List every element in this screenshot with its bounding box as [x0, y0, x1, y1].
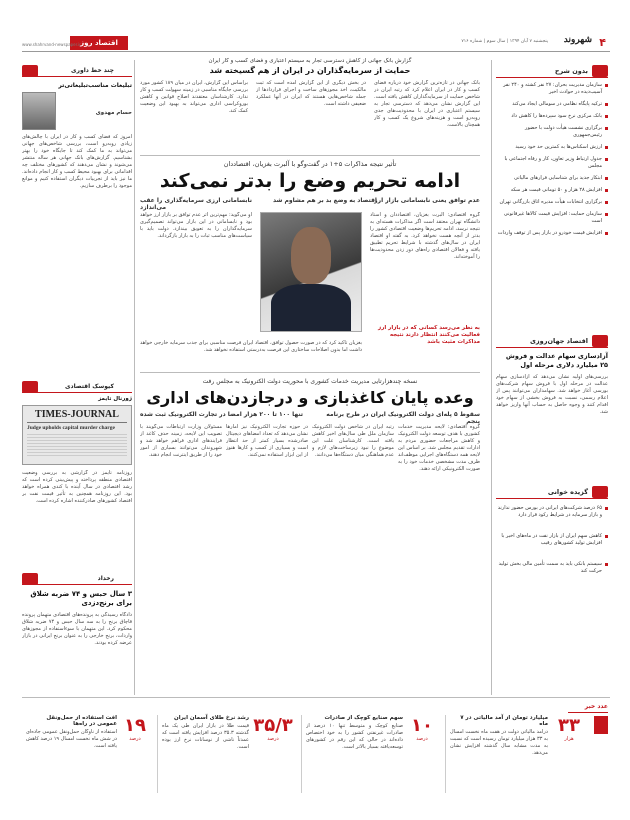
kiosk-subtitle: ژورنال تایمز — [98, 396, 132, 402]
second-body-4: مسئولان وزارت ارتباطات می‌گویند با تصویب این لایحه، زمینه حذف کاغذ از فرایندهای اداری فراهم خواهد شد و شهروندان می‌توانند بسیاری از امور خود را از طریق اینترنت انجام دهند. — [140, 424, 222, 458]
cell-number: ۱۰ — [411, 715, 433, 736]
portrait-figure-head — [291, 227, 331, 284]
list-item[interactable]: برگزاری نشست هیأت دولت با حضور رئیس‌جمهوری — [496, 125, 608, 139]
cell-unit: درصد — [267, 736, 279, 742]
bookmark-icon — [592, 486, 608, 498]
cell-body: قیمت طلا در بازار ایران طی یک ماه گذشته ۳۵.۳ درصد افزایش یافته است که عمدتاً ناشی از نوسانات نرخ ارز بوده است. — [162, 723, 249, 750]
number-cell — [301, 715, 441, 793]
lead-quote: به نظر می‌رسد کسانی که در بازار ارز فعالیت می‌کنند انتظار دارند نتیجه مذاکرات مثبت باشد — [378, 325, 480, 345]
opinion-body: امروز که فضای کسب و کار در ایران با چالش‌های زیادی روبه‌رو است، بررسی شاخص‌های جهانی می‌تواند به ما کمک کند تا جایگاه خود را بهتر بشناسیم. گزارش‌های بانک جهانی هر ساله منتشر می‌شوند و نشان می‌دهند که کشورهای مختلف چه اقداماتی برای بهبود محیط کسب و کار انجام داده‌اند. ما نیز باید از تجربیات دیگران استفاده کنیم و موانع موجود را برطرف سازیم. — [22, 134, 132, 189]
top-story-body-right: بانک جهانی در تازه‌ترین گزارش خود درباره فضای کسب و کار در ایران اعلام کرد که رتبه ایران در شاخص حمایت از سرمایه‌گذاران کاهش یافته است. این گزارش نشان می‌دهد که دسترسی تجار به سیستم اعتباری در ایران با محدودیت‌های جدی روبه‌رو است و هزینه‌های شروع یک کسب و کار همچنان بالاست. — [374, 80, 480, 128]
list-item[interactable]: ۶۵ درصد شرکت‌های ایرانی در بورس حضور ندارند و بازار سرمایه در شرایط رکود قرار دارد — [496, 505, 608, 519]
clipping-masthead: TIMES-JOURNAL — [35, 409, 119, 420]
number-cell — [445, 715, 590, 793]
number-news-heading: عدد خبر — [568, 700, 608, 713]
newspaper-clipping — [22, 405, 132, 465]
site-url[interactable]: www.shahrvand-newspaper.ir — [22, 42, 81, 47]
cell-title: میلیارد تومان از آمد مالیاتی در ۷ ماه — [460, 715, 548, 727]
second-sub-1: سقوط ۵ پله‌ای دولت الکترونیک ایران در طرح برنامه پنجم — [326, 411, 480, 425]
cell-title: رشد نرخ طلای آسمان ایران — [174, 715, 249, 721]
lead-sub-2: اقتصاد به وضع بد بر هم مشاوم شد — [273, 197, 377, 204]
cell-number: ۳۵/۳ — [253, 715, 293, 736]
list-item[interactable]: افزایش ۲۸ هزار و ۵۰ تومانی قیمت هر سکه — [496, 187, 608, 194]
lead-kicker: تأثیر نتیجه مذاکرات ۵+۱ در گفت‌وگو با آلبرت بغزیان، اقتصاددان — [223, 160, 397, 168]
kiosk-body: روزنامه تایمز در گزارشی به بررسی وضعیت اقتصادی منطقه پرداخته و پیش‌بینی کرده است که رشد اقتصادی در سال آینده با کندی همراه خواهد بود. این روزنامه همچنین به تأثیر قیمت نفت بر اقتصاد کشورهای صادرکننده اشاره کرده است. — [22, 470, 132, 504]
globe-icon — [592, 335, 608, 347]
clipping-text-lines — [27, 434, 127, 456]
cell-title: سهم صنایع کوچک از صادرات — [324, 715, 403, 721]
list-item[interactable]: ارزش اسکناس‌ها به کمترین حد خود رسید — [496, 144, 608, 151]
lead-body-3: بغزیان تأکید کرد که در صورت حصول توافق، اقتصاد ایران فرصت مناسبی برای جذب سرمایه خارجی خواهد داشت اما بدون اصلاحات ساختاری این فرصت به‌درستی استفاده نخواهد شد. — [140, 340, 362, 353]
number-cell — [22, 715, 153, 793]
briefs-list — [496, 82, 608, 242]
select-list — [496, 505, 608, 589]
clipping-headline: Judge upholds capital murder charge — [27, 425, 115, 431]
cell-unit: درصد — [129, 736, 141, 742]
top-story-kicker: گزارش بانک جهانی از کاهش دسترسی تجار به سیستم اعتباری و فضای کسب و کار ایران — [208, 58, 412, 64]
second-headline: وعده پایان کاغذبازی و درجازدن‌های اداری — [146, 388, 474, 407]
pen-icon — [22, 65, 38, 77]
events-headline: ۳ سال حبس و ۷۴ ضربه شلاق برای برنج‌دزدی — [30, 590, 132, 607]
second-sub-2: تنها ۱۰۰ تا ۲۰۰ هزار امضا در تجارت الکترونیک ثبت شده — [140, 411, 304, 418]
newspaper-icon — [22, 381, 38, 393]
cell-unit: هزار — [564, 736, 574, 742]
divider — [140, 155, 480, 156]
list-item[interactable]: بانک مرکزی نرخ سود سپرده‌ها را کاهش داد — [496, 113, 608, 120]
badge-icon — [594, 716, 608, 734]
gavel-icon — [22, 573, 38, 585]
list-item[interactable]: سازمان حمایت: افزایش قیمت کالاها غیرقانونی است — [496, 211, 608, 225]
opinion-subtitle: تبلیغات مناسب‌تبلیغاتی‌تر — [58, 82, 132, 89]
issue-meta: پنجشنبه ۷ آبان ۱۳۹۴ | سال سوم | شماره ۷۱۶ — [461, 39, 548, 44]
lead-headline: ادامه تحریم وضع را بدتر نمی‌کند — [159, 170, 461, 192]
lead-body-2: او می‌گوید: مهم‌ترین اثر عدم توافق بر بازار ارز خواهد بود و نابسامانی در این بازار می‌تواند تصمیم‌گیری سرمایه‌گذاران را به تعویق بیندازد. دولت باید با سیاست‌های مناسب ثبات را به بازار بازگرداند. — [140, 212, 252, 239]
list-item[interactable]: سیستم بانکی باید به سمت تأمین مالی بخش تولید حرکت کند — [496, 561, 608, 575]
second-kicker: نسخه چندهزارتایی مدیریت خدمات کشوری با محوریت دولت الکترونیک به مجلس رفت — [202, 378, 418, 385]
second-body-3: در حوزه تجارت الکترونیک نیز آمارها نشان می‌دهد که تعداد امضاهای دیجیتال صادرشده بسیار کمتر از حد انتظار است و بسیاری از کسب و کارها هنوز از این ابزار استفاده نمی‌کنند. — [226, 424, 308, 458]
cell-title: افت استفاده از حمل‌ونقل عمومی در راه‌ها — [46, 715, 117, 727]
opinion-title: چند خط داوری — [71, 67, 114, 74]
pulse-icon — [592, 65, 608, 77]
econ-body: بررسی‌های اولیه نشان می‌دهد که آزادسازی سهام عدالت در مرحله اول با فروش سهام شرکت‌های بورسی آغاز خواهد شد. سهامداران می‌توانند پس از اعلام رسمی، نسبت به فروش بخشی از سهام خود اقدام کنند و وجوه حاصل به حساب آنها واریز خواهد شد. — [496, 374, 608, 415]
cell-body: استفاده از ناوگان حمل‌ونقل عمومی جاده‌ای در شش ماه نخست امسال ۱۹ درصد کاهش یافته است. — [26, 729, 117, 749]
cell-unit: درصد — [416, 736, 428, 742]
second-body-2: رتبه ایران در شاخص دولت الکترونیک سازمان ملل طی سال‌های اخیر کاهش یافته است. کارشناسان علت این موضوع را نبود زیرساخت‌های لازم و عدم هماهنگی میان دستگاه‌ها می‌دانند. — [312, 424, 394, 458]
column-divider — [134, 60, 135, 695]
newspaper-logo: شهروند — [563, 35, 592, 45]
lead-body-1: گروه اقتصادی: آلبرت بغزیان، اقتصاددان و استاد دانشگاه تهران معتقد است اگر مذاکرات هسته‌ای به نتیجه نرسد، ادامه تحریم‌ها وضعیت اقتصادی کشور را بدتر از آنچه هست نخواهد کرد. به گفته او اقتصاد ایران در سال‌های گذشته با شرایط تحریم تطبیق یافته و فعالان اقتصادی راه‌های دور زدن محدودیت‌ها را آموخته‌اند. — [370, 212, 480, 260]
top-story-headline: حمایت از سرمایه‌گذاران در ایران از هم گسیخته شد — [209, 66, 411, 75]
list-item[interactable]: افزایش قیمت خودرو در بازار پس از توقف واردات — [496, 230, 608, 237]
cell-number: ۳۳ — [558, 715, 580, 736]
second-body-1: گروه اقتصادی: لایحه مدیریت خدمات کشوری با هدف توسعه دولت الکترونیک و کاهش مراجعات حضوری مردم به ادارات تقدیم مجلس شد. بر اساس این لایحه همه دستگاه‌های اجرایی موظف‌اند ظرف مدت مشخصی خدمات خود را به صورت الکترونیکی ارائه دهند. — [398, 424, 480, 472]
divider — [140, 372, 480, 373]
section-tag: اقتصاد روز — [70, 36, 128, 50]
clipping-rule — [27, 422, 127, 423]
lead-sub-1: عدم توافق یعنی نابسامانی بازار ارز — [374, 197, 480, 204]
kiosk-title: کیوسک اقتصادی — [64, 383, 114, 390]
cell-number: ۱۹ — [124, 715, 146, 736]
top-story-body-center: در بخش دیگری از این گزارش آمده است که ثبت مالکیت، اخذ مجوزهای ساخت و اجرای قراردادها از جمله شاخص‌هایی هستند که ایران در آنها عملکرد ضعیفی داشته است. — [256, 80, 366, 107]
opinion-heading — [22, 64, 132, 77]
events-body: دادگاه رسیدگی به پرونده‌های اقتصادی متهمان پرونده قاچاق برنج را به سه سال حبس و ۷۴ ضربه شلاق محکوم کرد. این متهمان با سوءاستفاده از مجوزهای واردات، برنج خارجی را به عنوان برنج ایرانی در بازار عرضه کرده بودند. — [22, 612, 132, 646]
briefs-title: بدون شرح — [554, 67, 588, 75]
events-title: رخداد — [97, 575, 114, 582]
columnist-avatar — [22, 92, 56, 130]
divider — [22, 697, 610, 698]
econ-title: اقتصاد جهان‌روزی — [529, 337, 588, 345]
list-item[interactable]: برگزاری انتخابات هیأت مدیره اتاق بازرگانی تهران — [496, 199, 608, 206]
list-item[interactable]: کاهش سهم ایران از بازار نفت در ماه‌های اخیر با افزایش تولید کشورهای رقیب — [496, 533, 608, 547]
lead-sub-3: نابسامانی ارزی سرمایه‌گذاری را عقب می‌اندازد — [140, 197, 252, 211]
cell-body: درآمد مالیاتی دولت در هفت ماه نخست امسال به ۳۳ هزار میلیارد تومان رسیده است که نسبت به مدت مشابه سال گذشته افزایش نشان می‌دهد. — [450, 729, 548, 756]
page-number: ۴ — [599, 36, 606, 49]
cell-body: صنایع کوچک و متوسط تنها ۱۰ درصد از صادرات غیرنفتی کشور را به خود اختصاص داده‌اند در حالی که این رقم در کشورهای توسعه‌یافته بسیار بالاتر است. — [306, 723, 403, 750]
list-item[interactable]: ترکیه پایگاه نظامی در سومالی ایجاد می‌کند — [496, 101, 608, 108]
number-cell — [157, 715, 297, 793]
column-divider — [491, 60, 492, 695]
kiosk-heading — [22, 380, 132, 393]
list-item[interactable]: ابتکار جدید برای شناسایی فرارهای مالیاتی — [496, 175, 608, 182]
list-item[interactable]: جدول ارتباط وزیر تعاون، کار و رفاه اجتماعی با مجلس — [496, 156, 608, 170]
portrait-figure-body — [271, 284, 351, 331]
events-heading — [22, 572, 132, 585]
columnist-name: حسام مهدوی — [95, 110, 132, 116]
list-item[interactable]: سازمان‌ مدیریت بحران: ۲۷ نفر کشته و ۲۴۰ نفر آسیب‌دیده در حوادث اخیر — [496, 82, 608, 96]
top-story-body-left: براساس این گزارش، ایران در میان ۱۸۹ کشور مورد بررسی جایگاه مناسبی در زمینه سهولت کسب و کار ندارد. کارشناسان معتقدند اصلاح قوانین و کاهش بوروکراسی اداری می‌تواند به بهبود این وضعیت کمک کند. — [140, 80, 248, 114]
select-title: گزیده خوانی — [547, 488, 588, 496]
portrait-photo — [260, 212, 362, 332]
econ-headline: آزادسازی سهام عدالت و فروش ۲۵ میلیارد دلاری مرحله اول — [505, 352, 608, 369]
